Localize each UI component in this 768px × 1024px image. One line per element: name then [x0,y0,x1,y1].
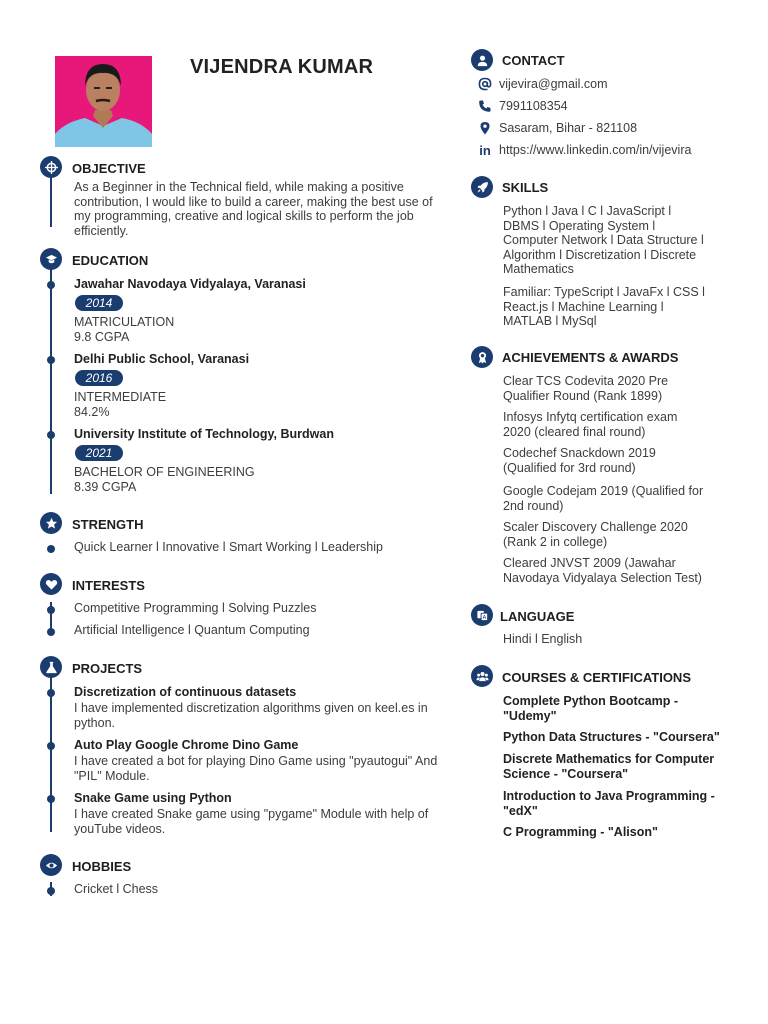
education-score: 84.2% [74,405,110,419]
heart-icon [40,573,62,595]
timeline-dot [47,281,55,289]
map-pin-icon [477,120,493,136]
group-icon [471,665,493,687]
award-icon [471,346,493,368]
courses-title: COURSES & CERTIFICATIONS [502,670,691,685]
timeline-dot [47,606,55,614]
education-line [50,262,52,494]
education-school: University Institute of Technology, Burdwan [74,427,334,441]
language-text: Hindi l English [503,632,583,646]
course-item: Discrete Mathematics for Computer Science - "Coursera" [503,752,715,781]
interests-title: INTERESTS [72,578,145,593]
strength-item: Quick Learner l Innovative l Smart Working l Leadership [74,540,383,554]
timeline-dot [47,628,55,636]
skills-title: SKILLS [502,180,549,195]
education-year: 2016 [75,370,123,386]
course-item: Complete Python Bootcamp - "Udemy" [503,694,679,723]
hobby-item: Cricket l Chess [74,882,159,896]
achievement-item: Clear TCS Codevita 2020 Pre Qualifier Round (Rank 1899) [503,374,669,403]
education-score: 8.39 CGPA [74,480,137,494]
contact-email[interactable]: vijevira@gmail.com [499,77,608,91]
rocket-icon [471,176,493,198]
education-school: Jawahar Navodaya Vidyalaya, Varanasi [74,277,306,291]
svg-text:A: A [481,614,486,621]
timeline-dot [47,356,55,364]
education-year: 2021 [75,445,123,461]
profile-photo [55,56,152,147]
contact-linkedin[interactable]: https://www.linkedin.com/in/vijevira [499,143,692,157]
phone-icon [477,98,493,114]
user-icon [471,49,493,71]
timeline-dot [47,431,55,439]
objective-line [50,170,52,227]
achievement-item: Cleared JNVST 2009 (Jawahar Navodaya Vidyalaya Selection Test) [503,556,702,585]
timeline-dot [47,689,55,697]
flask-icon [40,656,62,678]
graduation-cap-icon [40,248,62,270]
course-item: Python Data Structures - "Coursera" [503,730,720,744]
education-degree: INTERMEDIATE [74,390,167,404]
project-name: Snake Game using Python [74,791,232,805]
at-sign-icon [477,76,493,92]
education-degree: BACHELOR OF ENGINEERING [74,465,255,479]
project-name: Auto Play Google Chrome Dino Game [74,738,299,752]
contact-phone[interactable]: 7991108354 [499,99,568,113]
achievements-title: ACHIEVEMENTS & AWARDS [502,350,679,365]
skills-primary: Python l Java l C l JavaScript l DBMS l Operating System l Computer Network l Data Structure l Algorithm l Discretization l Discrete Mathematics [503,204,704,277]
strength-title: STRENGTH [72,517,144,532]
education-year: 2014 [75,295,123,311]
project-description: I have created Snake game using "pygame" Module with help of youTube videos. [74,807,429,836]
education-title: EDUCATION [72,253,149,268]
timeline-dot [47,795,55,803]
star-icon [40,512,62,534]
education-degree: MATRICULATION [74,315,175,329]
achievement-item: Scaler Discovery Challenge 2020 (Rank 2 in college) [503,520,688,549]
language-title: LANGUAGE [500,609,575,624]
objective-title: OBJECTIVE [72,161,146,176]
achievement-item: Google Codejam 2019 (Qualified for 2nd round) [503,484,704,513]
timeline-dot [47,545,55,553]
interest-item: Artificial Intelligence l Quantum Computing [74,623,310,637]
linkedin-icon: in [479,142,491,158]
achievement-item: Codechef Snackdown 2019 (Qualified for 3rd round) [503,446,656,475]
timeline-dot [47,742,55,750]
contact-title: CONTACT [502,53,565,68]
skills-familiar: Familiar: TypeScript l JavaFx l CSS l React.js l Machine Learning l MATLAB l MySql [503,285,705,329]
project-name: Discretization of continuous datasets [74,685,297,699]
crosshair-icon [40,156,62,178]
course-item: Introduction to Java Programming - "edX" [503,789,715,818]
objective-text: As a Beginner in the Technical field, while making a positive contribution, I would like to build a career, making the best use of my programming, creative and logical skills to perform the job efficiently. [74,180,433,238]
language-icon [471,604,493,626]
course-item: C Programming - "Alison" [503,825,658,839]
eye-icon [40,854,62,876]
interest-item: Competitive Programming l Solving Puzzles [74,601,317,615]
education-score: 9.8 CGPA [74,330,130,344]
project-description: I have created a bot for playing Dino Game using "pyautogui" And "PIL" Module. [74,754,438,783]
projects-title: PROJECTS [72,661,143,676]
hobbies-title: HOBBIES [72,859,132,874]
achievement-item: Infosys Infytq certification exam 2020 (cleared final round) [503,410,678,439]
contact-address: Sasaram, Bihar - 821108 [499,121,638,135]
candidate-name: VIJENDRA KUMAR [190,56,374,78]
timeline-dot [47,887,55,895]
education-school: Delhi Public School, Varanasi [74,352,250,366]
project-description: I have implemented discretization algorithms given on keel.es in python. [74,701,428,730]
